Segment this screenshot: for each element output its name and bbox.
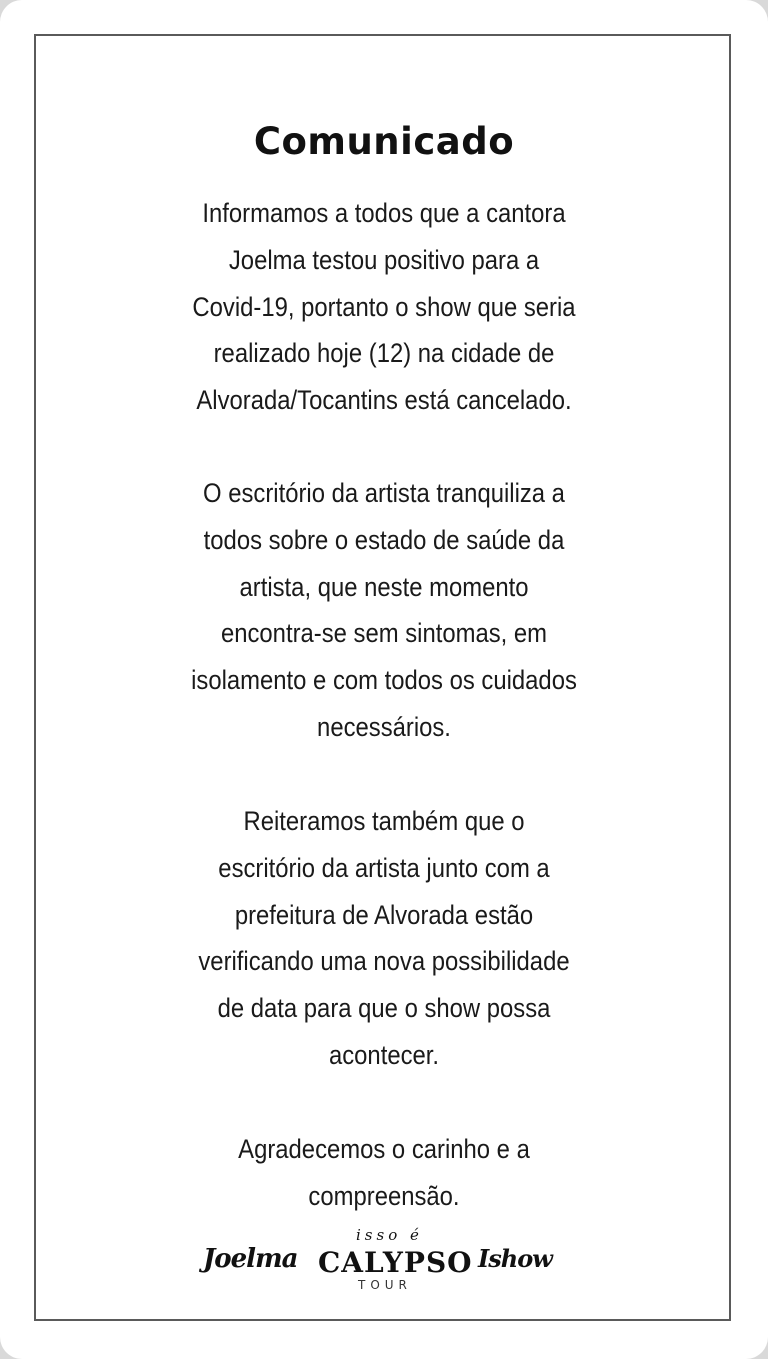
text-line: artista, que neste momento (239, 571, 529, 602)
text-line: necessários. (317, 711, 451, 742)
paragraph-2 (38, 470, 729, 751)
text-line: compreensão. (308, 1180, 460, 1211)
page-title: Comunicado (253, 120, 515, 163)
paragraph-3 (38, 798, 729, 1079)
tour-logo (0, 1224, 768, 1294)
text-line: acontecer. (328, 1039, 440, 1070)
logo-show: Ishow (478, 1244, 552, 1273)
logo-tour: TOUR (358, 1278, 412, 1292)
text-line: Informamos a todos que a cantora (202, 198, 566, 228)
text-line: Alvorada/Tocantins está cancelado. (196, 385, 572, 416)
paragraph-1 (38, 190, 729, 424)
text-line: escritório da artista junto com a (218, 852, 550, 883)
text-line: todos sobre o estado de saúde da (203, 524, 565, 555)
text-line: verificando uma nova possibilidade (198, 946, 570, 977)
text-line: isolamento e com todos os cuidados (191, 665, 577, 696)
text-line: Covid-19, portanto o show que seria (192, 291, 576, 322)
text-line: prefeitura de Alvorada estão (234, 899, 534, 930)
text-line: O escritório da artista tranquiliza a (203, 478, 565, 508)
text-line: Reiteramos também que o (243, 806, 525, 836)
logo-joelma: Joelma (203, 1244, 298, 1274)
logo-calypso: CALYPSO (318, 1246, 473, 1279)
text-line: encontra-se sem sintomas, em (220, 618, 548, 649)
text-line: Joelma testou positivo para a (228, 244, 540, 275)
text-line: de data para que o show possa (217, 993, 551, 1024)
logo-isso-e: isso é (356, 1226, 423, 1244)
text-line: Agradecemos o carinho e a (238, 1134, 530, 1164)
text-line: realizado hoje (12) na cidade de (213, 338, 555, 369)
paragraph-4 (38, 1126, 729, 1220)
